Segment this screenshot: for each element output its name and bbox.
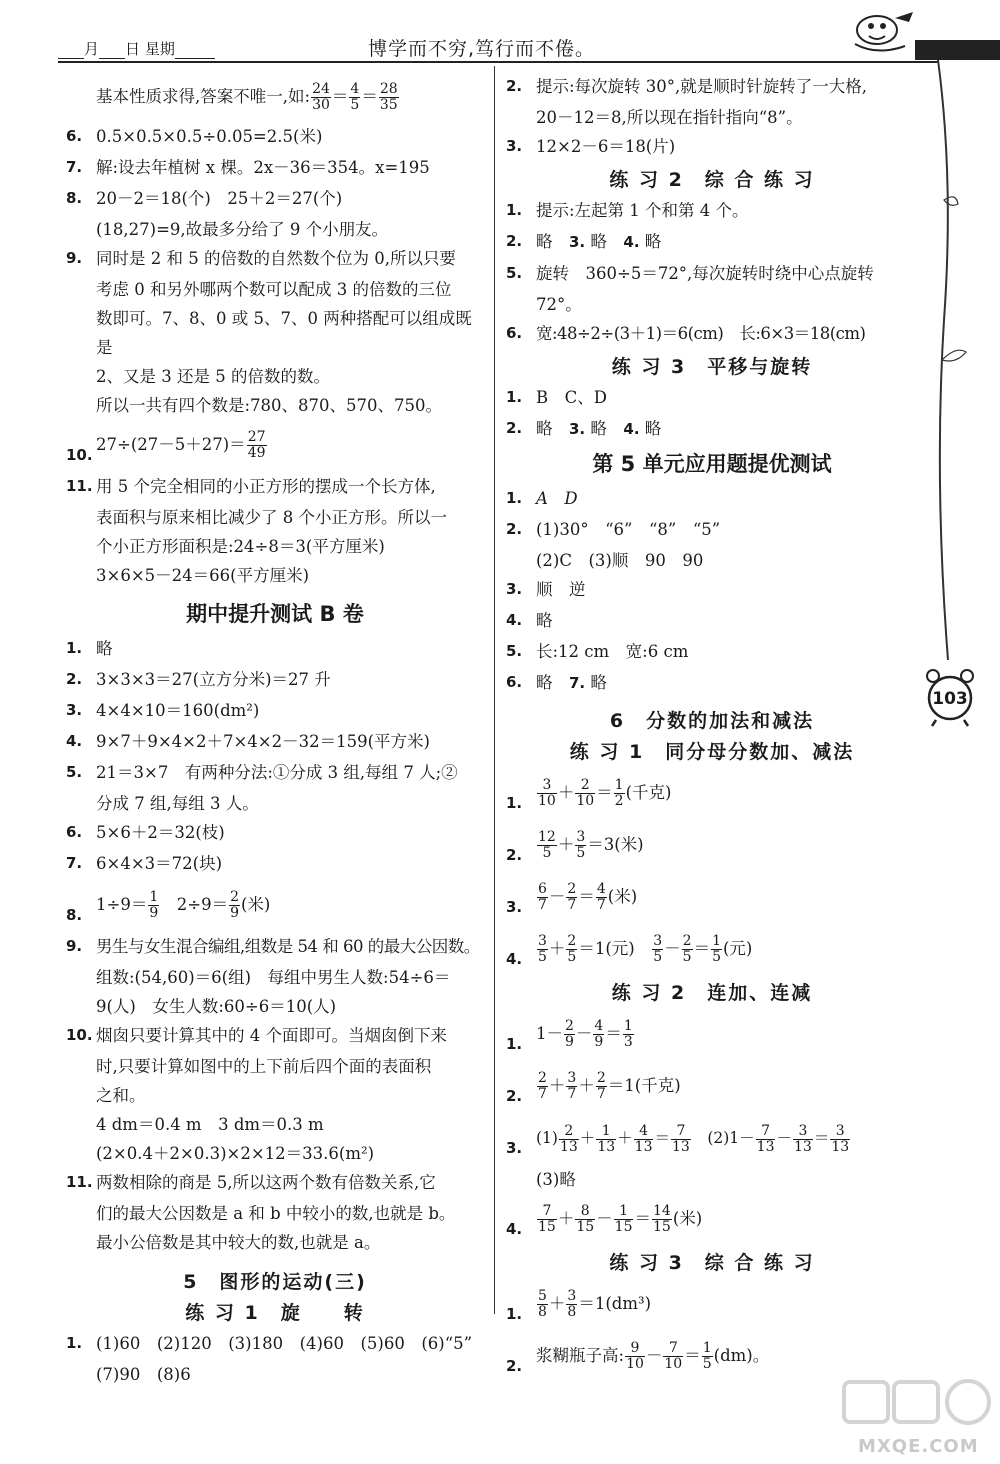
answer-1: 1. $\frac{3}{10}$ ＋ $\frac{2}{10}$ ＝ $\frac{1}{2}$ (千克) — [506, 777, 672, 812]
answer-3: 3. 12×2－6＝18(片) — [506, 137, 676, 156]
fraction: $\frac{1}{3}$ — [623, 1018, 633, 1050]
answer-6: 6. 0.5×0.5×0.5÷0.05=2.5(米) — [66, 127, 323, 146]
fraction: $\frac{2}{7}$ — [567, 881, 577, 913]
answer-3: 3. 顺 逆 — [506, 580, 586, 599]
unit-heading: 5 图形的运动(三) — [183, 1271, 367, 1293]
answer-3: 3. 4×4×10＝160(dm²) — [66, 701, 260, 720]
fraction: $\frac{1}{9}$ — [149, 889, 159, 921]
watermark-text: MXQE.COM — [858, 1436, 979, 1457]
answer-6: 6. 宽:48÷2÷(3＋1)＝6(cm) 长:6×3＝18(cm) — [506, 324, 866, 343]
page-number-clock — [922, 664, 978, 728]
fraction: $\frac{3}{13}$ — [794, 1122, 812, 1155]
fraction: $\frac{8}{15}$ — [576, 1203, 595, 1235]
answer-1: 1. 1－ $\frac{2}{9}$ － $\frac{4}{9}$ ＝ $\frac{1}{3}$ — [506, 1018, 633, 1053]
answer-2: 2. 浆糊瓶子高: $\frac{9}{10}$ － $\frac{7}{10}$ ＝ $\frac{1}{5}$ (dm)。 — [506, 1340, 770, 1375]
header-bar — [915, 40, 1000, 60]
answer-2-4: 2. 略 3. 略 4. 略 — [506, 419, 662, 438]
exercise-heading: 练 习 2 综 合 练 习 — [609, 169, 815, 191]
fraction: $\frac{24}{30}$ — [312, 81, 330, 113]
date-line: 月 日 星期 — [58, 38, 215, 59]
answer-1: 1. $\frac{5}{8}$ ＋ $\frac{3}{8}$ ＝1(dm³) — [506, 1288, 652, 1323]
answer-4: 4. $\frac{7}{15}$ ＋ $\frac{8}{15}$ － $\frac{1}{15}$ ＝ $\frac{14}{15}$ (米) — [506, 1203, 703, 1238]
answer-5-cont: 基本性质求得,答案不唯一,如: $\frac{24}{30}$ ＝ $\frac{4}{5}$ ＝ $\frac{28}{35}$ — [96, 81, 398, 113]
fraction: $\frac{2}{7}$ — [538, 1070, 547, 1102]
exercise-heading: 练 习 1 旋 转 — [185, 1302, 365, 1324]
fraction: $\frac{2}{10}$ — [576, 777, 595, 809]
fraction: $\frac{2}{5}$ — [567, 933, 577, 965]
answer-4: 4. $\frac{3}{5}$ ＋ $\frac{2}{5}$ ＝1(元) $\frac{3}{5}$ － $\frac{2}{5}$ ＝ $\frac{1}{5}$ (元) — [506, 933, 753, 968]
fraction: $\frac{1}{13}$ — [597, 1122, 616, 1155]
answer-6-7: 6. 略 7. 略 — [506, 673, 607, 692]
answer-2: 2. 3×3×3＝27(立方分米)＝27 升 — [66, 670, 331, 689]
answer-11: 11. 两数相除的商是 5,所以这两个数有倍数关系,它 — [66, 1173, 436, 1192]
fraction: $\frac{5}{8}$ — [538, 1288, 547, 1320]
fraction: $\frac{12}{5}$ — [538, 829, 556, 861]
answer-8-cont: (18,27)=9,故最多分给了 9 个小朋友。 — [96, 220, 389, 239]
answer-7: 7. 6×4×3＝72(块) — [66, 854, 223, 873]
answer-7: 7. 解:设去年植树 x 棵。2x－36＝354。x=195 — [66, 158, 430, 177]
fraction: $\frac{4}{7}$ — [596, 881, 606, 913]
fraction: $\frac{3}{8}$ — [567, 1288, 577, 1320]
fraction: $\frac{2}{7}$ — [596, 1070, 606, 1102]
answer-2: 2. (1)30° “6” “8” “5” — [506, 520, 721, 539]
fraction: $\frac{2}{13}$ — [559, 1122, 578, 1155]
fraction: $\frac{7}{13}$ — [672, 1122, 690, 1155]
fraction: $\frac{3}{7}$ — [567, 1070, 577, 1102]
answer-3: 3. (1) $\frac{2}{13}$ ＋ $\frac{1}{13}$ ＋ $\frac{4}{13}$ ＝ $\frac{7}{13}$ (2)1－ $\frac{7}{13}$ － $\frac{3}{13}$ ＝ $\frac{3}{13}$ — [506, 1122, 850, 1157]
fraction: $\frac{1}{2}$ — [614, 777, 624, 809]
section-heading: 期中提升测试 B 卷 — [186, 602, 364, 626]
right-column: 2. 提示:每次旋转 30°,就是顺时针旋转了一大格, 20－12＝8,所以现在指针指向“8”。 3. 12×2－6＝18(片) 练 习 2 综 合 练 习 1. 提示:左起第 1 个和第 4 个。 2. 略 3. 略 4. 略 5. 旋转 360÷5＝72°,每次旋转时绕中心点旋转 72°。 6. 宽:48÷2÷(3＋1)＝6(cm) 长:6×3＝18(cm) 练 习 3 平移与旋转 1. B C、D 2. 略 3. 略 4. 略 第 5 单元应用题提优测试 1. A D 2. (1)30° “6” “8” “5” (2)C (3)顺 90 90 3. 顺 逆 4. 略 5. 长:12 cm 宽:6 cm 6. 略 7. 略 6 分数的加法和减法 练 习 1 同分母分数加、减法 1. $\frac{3}{10}$ ＋ $\frac{2}{10}$ ＝ $\frac{1}{2}$ (千克) 2. $\frac{12}{5}$ ＋ $\frac{3}{5}$ ＝3(米) 3. $\frac{6}{7}$ － $\frac{2}{7}$ ＝ $\frac{4}{7}$ (米) 4. $\frac{3}{5}$ ＋ $\frac{2}{5}$ ＝1(元) $\frac{3}{5}$ － $\frac{2}{5}$ ＝ $\frac{1}{5}$ (元) 练 习 2 连加、连减 1. 1－ $\frac{2}{9}$ － $\frac{4}{9}$ ＝ $\frac{1}{3}$ 2. $\frac{2}{7}$ ＋ $\frac{3}{7}$ ＋ $\frac{2}{7}$ ＝1(千克) 3. (1) $\frac{2}{13}$ ＋ $\frac{1}{13}$ ＋ $\frac{4}{13}$ ＝ $\frac{7}{13}$ (2)1－ $\frac{7}{13}$ － $\frac{3}{13}$ ＝ $\frac{3}{13}$ (3)略 4. $\frac{7}{15}$ ＋ $\frac{8}{15}$ － $\frac{1}{15}$ ＝ $\frac{14}{15}$ (米) 练 习 3 综 合 练 习 1. $\frac{5}{8}$ ＋ $\frac{3}{8}$ ＝1(dm³) 2. 浆糊瓶子高: $\frac{9}{10}$ － $\frac{7}{10}$ ＝ $\frac{1}{5}$ (dm)。 — [502, 72, 922, 1383]
exercise-heading: 练 习 3 综 合 练 习 — [609, 1252, 815, 1274]
answer-5: 5. 长:12 cm 宽:6 cm — [506, 642, 689, 661]
left-column: 基本性质求得,答案不唯一,如: $\frac{24}{30}$ ＝ $\frac{4}{5}$ ＝ $\frac{28}{35}$ 6. 0.5×0.5×0.5÷0.05=2.5(米) 7. 解:设去年植树 x 棵。2x－36＝354。x=195 8. 20－2＝18(个) 25＋2＝27(个) (18,27)=9,故最多分给了 9 个小朋友。 9. 同时是 2 和 5 的倍数的自然数个位为 0,所以只要 考虑 0 和另外哪两个数可以配成 3 的倍数的三位 数即可。7、8、0 或 5、7、0 两种搭配可以组成既是 2、又是 3 还是 5 的倍数的数。 所以一共有四个数是:780、870、570、750。 10. 27÷(27－5＋27)＝ $\frac{27}{49}$ 11. 用 5 个完全相同的小正方形的摆成一个长方体, 表面积与原来相比减少了 8 个小正方形。所以一 个小正方形面积是:24÷8＝3(平方厘米) 3×6×5－24＝66(平方厘米) 期中提升测试 B 卷 1. 略 2. 3×3×3＝27(立方分米)＝27 升 3. 4×4×10＝160(dm²) 4. 9×7＋9×4×2＋7×4×2－32＝159(平方米) 5. 21＝3×7 有两种分法:①分成 3 组,每组 7 人;② 分成 7 组,每组 3 人。 6. 5×6＋2＝32(枝) 7. 6×4×3＝72(块) 8. 1÷9＝ $\frac{1}{9}$ 2÷9＝ $\frac{2}{9}$ (米) 9. 男生与女生混合编组,组数是 54 和 60 的最大公因数。 组数:(54,60)＝6(组) 每组中男生人数:54÷6＝ 9(人) 女生人数:60÷6＝10(人) 10. 烟囱只要计算其中的 4 个面即可。当烟囱倒下来 时,只要计算如图中的上下前后四个面的表面积 之和。 4 dm＝0.4 m 3 dm＝0.3 m (2×0.4＋2×0.3)×2×12＝33.6(m²) 11. 两数相除的商是 5,所以这两个数有倍数关系,它 们的最大公因数是 a 和 b 中较小的数,也就是 b。 最小公倍数是其中较大的数,也就是 a。 5 图形的运动(三) 练 习 1 旋 转 1. (1)60 (2)120 (3)180 (4)60 (5)60 (6)“5” (7)90 (8)6 — [62, 72, 488, 1389]
fraction: $\frac{3}{5}$ — [538, 933, 547, 965]
answer-2: 2. 提示:每次旋转 30°,就是顺时针旋转了一大格, — [506, 77, 868, 96]
fraction: $\frac{2}{9}$ — [565, 1018, 574, 1050]
page-number: 103 — [932, 689, 968, 709]
fraction: $\frac{14}{15}$ — [652, 1203, 671, 1235]
fraction: $\frac{3}{5}$ — [653, 933, 663, 965]
fraction: $\frac{3}{5}$ — [576, 829, 586, 861]
answer-5: 5. 21＝3×7 有两种分法:①分成 3 组,每组 7 人;② — [66, 763, 458, 782]
mascot-icon — [835, 4, 920, 60]
fraction: $\frac{4}{5}$ — [350, 81, 360, 113]
answer-10: 10. 27÷(27－5＋27)＝ $\frac{27}{49}$ — [66, 429, 266, 464]
answer-1: 1. 提示:左起第 1 个和第 4 个。 — [506, 201, 749, 220]
fraction: $\frac{1}{5}$ — [712, 933, 721, 965]
answer-9: 9. 同时是 2 和 5 的倍数的自然数个位为 0,所以只要 — [66, 249, 456, 268]
section-heading: 第 5 单元应用题提优测试 — [592, 452, 832, 476]
answer-1: 1. A D — [506, 489, 578, 508]
column-divider — [494, 66, 495, 1314]
fraction: $\frac{7}{10}$ — [664, 1340, 683, 1372]
fraction: $\frac{28}{35}$ — [379, 81, 398, 113]
answer-11: 11. 用 5 个完全相同的小正方形的摆成一个长方体, — [66, 477, 436, 496]
fraction: $\frac{2}{5}$ — [682, 933, 692, 965]
fraction: $\frac{4}{9}$ — [594, 1018, 604, 1050]
motto: 博学而不穷,笃行而不倦。 — [368, 38, 596, 60]
page-header — [58, 32, 928, 60]
answer-8: 8. 20－2＝18(个) 25＋2＝27(个) — [66, 189, 343, 208]
answer-2-4: 2. 略 3. 略 4. 略 — [506, 232, 662, 251]
vine-decoration-icon — [926, 60, 996, 760]
fraction: $\frac{6}{7}$ — [538, 881, 547, 913]
answer-9: 9. 男生与女生混合编组,组数是 54 和 60 的最大公因数。 — [66, 937, 480, 956]
answer-10: 10. 烟囱只要计算其中的 4 个面即可。当烟囱倒下来 — [66, 1026, 447, 1045]
answer-1: 1. B C、D — [506, 388, 607, 407]
unit-heading: 6 分数的加法和减法 — [609, 710, 815, 732]
fraction: $\frac{3}{10}$ — [538, 777, 556, 809]
answer-1: 1. (1)60 (2)120 (3)180 (4)60 (5)60 (6)“5” — [66, 1334, 473, 1353]
fraction: $\frac{2}{9}$ — [230, 889, 239, 921]
exercise-heading: 练 习 1 同分母分数加、减法 — [569, 741, 855, 763]
answer-3: 3. $\frac{6}{7}$ － $\frac{2}{7}$ ＝ $\frac{4}{7}$ (米) — [506, 881, 638, 916]
exercise-heading: 练 习 3 平移与旋转 — [611, 356, 813, 378]
fraction: $\frac{1}{5}$ — [702, 1340, 712, 1372]
answer-1: 1. 略 — [66, 639, 113, 658]
fraction: $\frac{27}{49}$ — [247, 429, 266, 461]
answer-2: 2. $\frac{2}{7}$ ＋ $\frac{3}{7}$ ＋ $\frac{2}{7}$ ＝1(千克) — [506, 1070, 681, 1105]
exercise-heading: 练 习 2 连加、连减 — [611, 982, 813, 1004]
answer-5: 5. 旋转 360÷5＝72°,每次旋转时绕中心点旋转 — [506, 264, 874, 283]
fraction: $\frac{1}{15}$ — [614, 1203, 633, 1235]
fraction: $\frac{7}{15}$ — [538, 1203, 556, 1235]
answer-2: 2. $\frac{12}{5}$ ＋ $\frac{3}{5}$ ＝3(米) — [506, 829, 644, 864]
fraction: $\frac{9}{10}$ — [626, 1340, 644, 1372]
answer-4: 4. 9×7＋9×4×2＋7×4×2－32＝159(平方米) — [66, 732, 430, 751]
answer-4: 4. 略 — [506, 611, 553, 630]
fraction: $\frac{7}{13}$ — [756, 1122, 775, 1155]
answer-6: 6. 5×6＋2＝32(枝) — [66, 823, 225, 842]
fraction: $\frac{4}{13}$ — [634, 1122, 653, 1155]
fraction: $\frac{3}{13}$ — [831, 1122, 850, 1155]
header-rule — [58, 61, 938, 63]
answer-8: 8. 1÷9＝ $\frac{1}{9}$ 2÷9＝ $\frac{2}{9}$ (米) — [66, 889, 271, 924]
